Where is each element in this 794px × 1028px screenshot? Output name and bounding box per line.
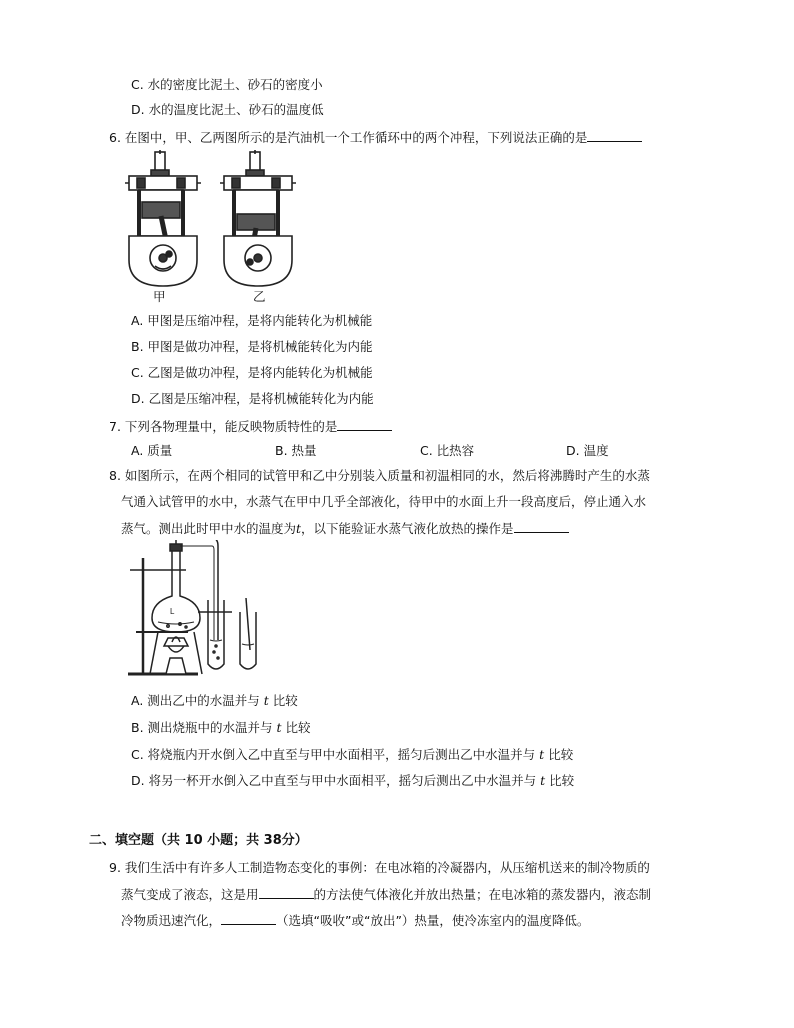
answer-blank <box>587 129 642 142</box>
answer-blank <box>259 886 314 899</box>
q7-option-c: C. 比热容 <box>420 443 475 458</box>
q7-stem: 7. 下列各物理量中，能反映物质特性的是 <box>109 418 392 435</box>
q8-option-c: C. 将烧瓶内开水倒入乙中直至与甲中水面相平，摇匀后测出乙中水温并与 t 比较 <box>131 747 574 762</box>
answer-blank <box>221 912 276 925</box>
q6-stem: 6. 在图中，甲、乙两图所示的是汽油机一个工作循环中的两个冲程，下列说法正确的是 <box>109 129 642 146</box>
steam-experiment-figure <box>128 540 278 678</box>
q9-line1: 9. 我们生活中有许多人工制造物态变化的事例：在电冰箱的冷凝器内，从压缩机送来的制冷物质的 <box>109 860 650 875</box>
q7-option-d: D. 温度 <box>566 443 609 458</box>
q8-stem-line1: 8. 如图所示，在两个相同的试管甲和乙中分别装入质量和初温相同的水，然后将沸腾时产生的水蒸 <box>109 468 650 483</box>
q9-line2: 蒸气变成了液态，这是用 的方法使气体液化并放出热量；在电冰箱的蒸发器内，液态制 <box>121 887 652 902</box>
figure-label-jia: 甲 <box>153 289 166 304</box>
figure-label-yi: 乙 <box>253 289 266 304</box>
q5-option-c: C. 水的密度比泥土、砂石的密度小 <box>131 77 323 92</box>
svg-text:L: L <box>170 607 175 616</box>
q8-stem-line2: 气通入试管甲的水中，水蒸气在甲中几乎全部液化，待甲中的水面上升一段高度后，停止通入水 <box>121 494 647 509</box>
q6-option-c: C. 乙图是做功冲程，是将内能转化为机械能 <box>131 365 373 380</box>
q8-option-d: D. 将另一杯开水倒入乙中直至与甲中水面相平，摇匀后测出乙中水温并与 t 比较 <box>131 773 575 788</box>
q8-stem-line3: 蒸气。测出此时甲中水的温度为t，以下能验证水蒸气液化放热的操作是 <box>121 520 569 537</box>
engine-figure-yi <box>220 150 296 288</box>
answer-blank <box>337 418 392 431</box>
q7-option-b: B. 热量 <box>275 443 317 458</box>
q8-option-b: B. 测出烧瓶中的水温并与 t 比较 <box>131 720 311 735</box>
q6-option-d: D. 乙图是压缩冲程，是将机械能转化为内能 <box>131 391 374 406</box>
q6-option-a: A. 甲图是压缩冲程，是将内能转化为机械能 <box>131 313 373 328</box>
q8-option-a: A. 测出乙中的水温并与 t 比较 <box>131 693 298 708</box>
q7-option-a: A. 质量 <box>131 443 173 458</box>
answer-blank <box>514 520 569 533</box>
q6-option-b: B. 甲图是做功冲程，是将机械能转化为内能 <box>131 339 373 354</box>
q9-line3: 冷物质迅速汽化， （选填“吸收”或“放出”）热量，使冷冻室内的温度降低。 <box>121 913 590 928</box>
engine-figure-jia <box>125 150 201 288</box>
section-title: 二、填空题（共 10 小题；共 38分） <box>89 833 308 848</box>
q5-option-d: D. 水的温度比泥土、砂石的温度低 <box>131 102 324 117</box>
